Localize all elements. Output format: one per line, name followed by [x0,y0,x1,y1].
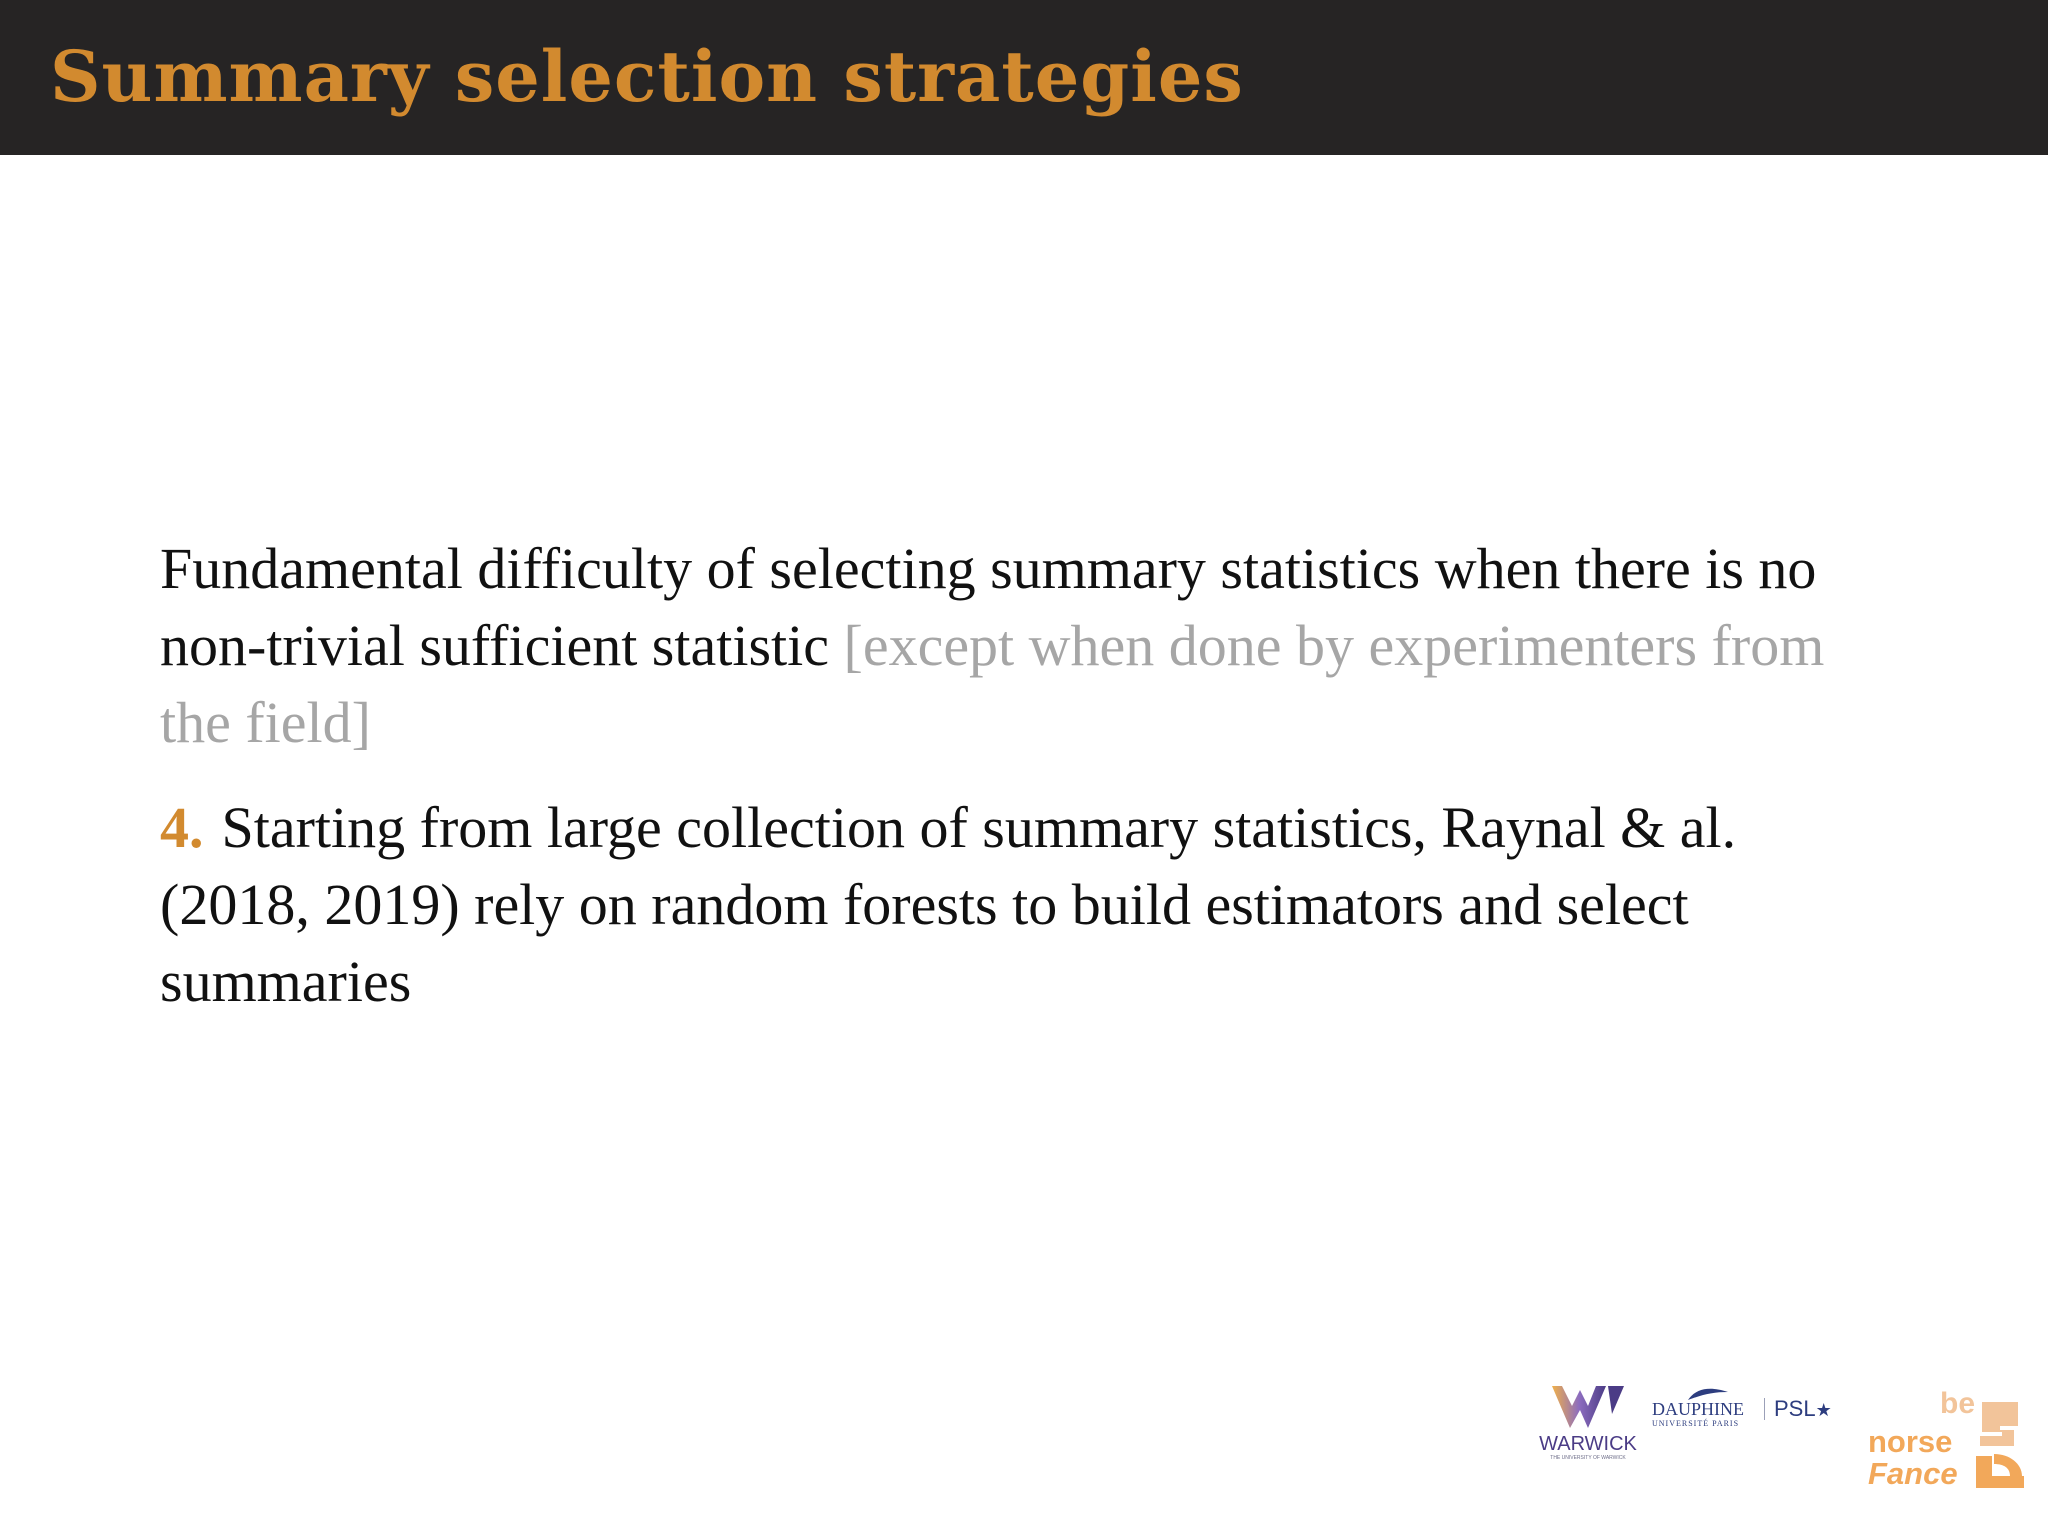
slide-content [160,530,1900,1020]
bayes-logo-line-2: norse [1868,1424,1953,1459]
bayes-logo [1860,1376,2028,1516]
paragraph-1 [160,530,1900,761]
logo-separator [1764,1398,1765,1420]
psl-logo [1774,1398,1832,1420]
paragraph-1-remark: [except when done by experimenters from the field] [160,613,1825,755]
psl-star-icon: ★ [1815,1400,1832,1420]
paragraph-2-text: Starting from large collection of summary statistics, Raynal & al. (2018, 2019) rely on random forests to build estimators and select summaries [160,795,1737,1014]
warwick-icon [1550,1384,1626,1430]
warwick-name: WARWICK [1539,1433,1637,1455]
dauphine-subtitle: UNIVERSITÉ PARIS [1652,1419,1740,1428]
warwick-subtitle: THE UNIVERSITY OF WARWICK [1550,1455,1626,1461]
warwick-logo [1528,1384,1648,1504]
bayes-logo-line-3: Fance [1868,1456,1958,1491]
institution-logos [1528,1376,2028,1516]
item-number: 4. [160,795,204,860]
psl-name: PSL [1774,1396,1816,1421]
title-bar [0,0,2048,155]
dauphine-name: DAUPHINE [1652,1399,1744,1419]
paragraph-2 [160,789,1900,1020]
page-title: Summary selection strategies [50,35,1244,118]
paragraph-1-text: Fundamental difficulty of selecting summary statistics when there is no non-trivial sufficient statistic [160,536,1817,678]
dauphine-psl-logo [1652,1386,1848,1450]
bayes-logo-line-1: be [1940,1387,1976,1420]
